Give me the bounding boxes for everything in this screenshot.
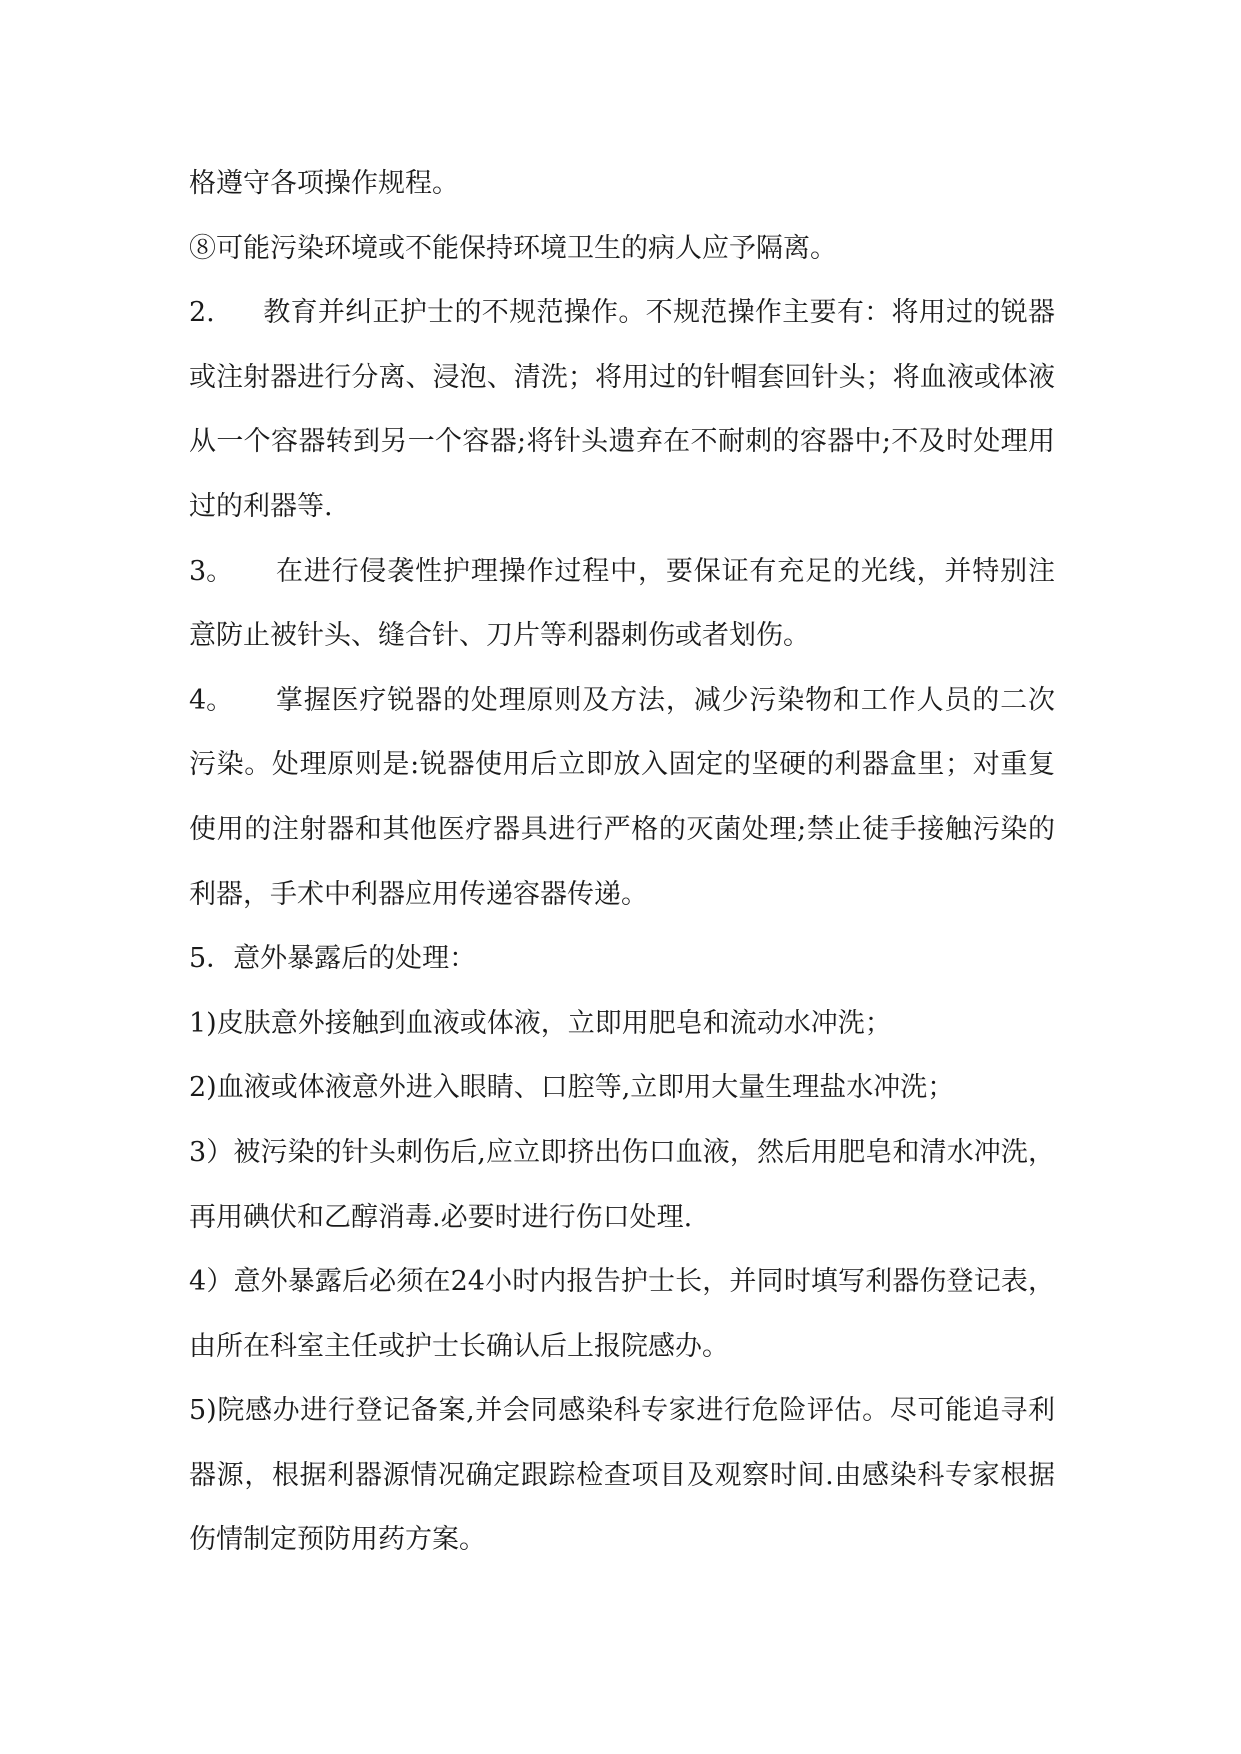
paragraph-text: 在进行侵袭性护理操作过程中，要保证有充足的光线，并特别注意防止被针头、缝合针、刀片等利器刺伤或者划伤。 <box>189 555 1055 652</box>
paragraph-item-8 <box>189 217 1055 282</box>
paragraph-sub-1 <box>189 992 1055 1057</box>
document-body <box>189 152 1055 1573</box>
list-number: 3。 <box>189 555 234 587</box>
paragraph-continued <box>189 152 1055 217</box>
paragraph-text: 教育并纠正护士的不规范操作。不规范操作主要有：将用过的锐器或注射器进行分离、浸泡、清洗；将用过的针帽套回针头；将血液或体液从一个容器转到另一个容器;将针头遗弃在不耐刺的容器中;不及时处理用过的利器等. <box>189 297 1055 522</box>
paragraph-sub-4 <box>189 1250 1055 1379</box>
paragraph-text: ⑧可能污染环境或不能保持环境卫生的病人应予隔离。 <box>189 232 837 264</box>
paragraph-text: 5．意外暴露后的处理： <box>189 943 477 975</box>
paragraph-text: 5)院感办进行登记备案,并会同感染科专家进行危险评估。尽可能追寻利器源，根据利器源情况确定跟踪检查项目及观察时间.由感染科专家根据伤情制定预防用药方案。 <box>189 1395 1055 1556</box>
paragraph-text: 掌握医疗锐器的处理原则及方法，减少污染物和工作人员的二次污染。处理原则是:锐器使用后立即放入固定的坚硬的利器盒里；对重复使用的注射器和其他医疗器具进行严格的灭菌处理;禁止徒手接触污染的利器，手术中利器应用传递容器传递。 <box>189 684 1055 910</box>
paragraph-item-4 <box>189 669 1055 927</box>
paragraph-text: 1)皮肤意外接触到血液或体液，立即用肥皂和流动水冲洗； <box>189 1007 892 1039</box>
list-number: 2. <box>189 297 215 329</box>
paragraph-sub-3 <box>189 1121 1055 1250</box>
paragraph-item-3 <box>189 540 1055 669</box>
paragraph-text: 4）意外暴露后必须在24小时内报告护士长，并同时填写利器伤登记表，由所在科室主任或护士长确认后上报院感办。 <box>189 1266 1055 1362</box>
paragraph-item-2 <box>189 281 1055 539</box>
paragraph-item-5 <box>189 927 1055 992</box>
paragraph-text: 3）被污染的针头刺伤后,应立即挤出伤口血液，然后用肥皂和清水冲洗，再用碘伏和乙醇消毒.必要时进行伤口处理. <box>189 1136 1055 1233</box>
paragraph-sub-5 <box>189 1379 1055 1573</box>
paragraph-text: 格遵守各项操作规程。 <box>189 168 459 199</box>
list-number: 4。 <box>189 684 234 716</box>
paragraph-text: 2)血液或体液意外进入眼睛、口腔等,立即用大量生理盐水冲洗； <box>189 1072 955 1104</box>
paragraph-sub-2 <box>189 1056 1055 1121</box>
